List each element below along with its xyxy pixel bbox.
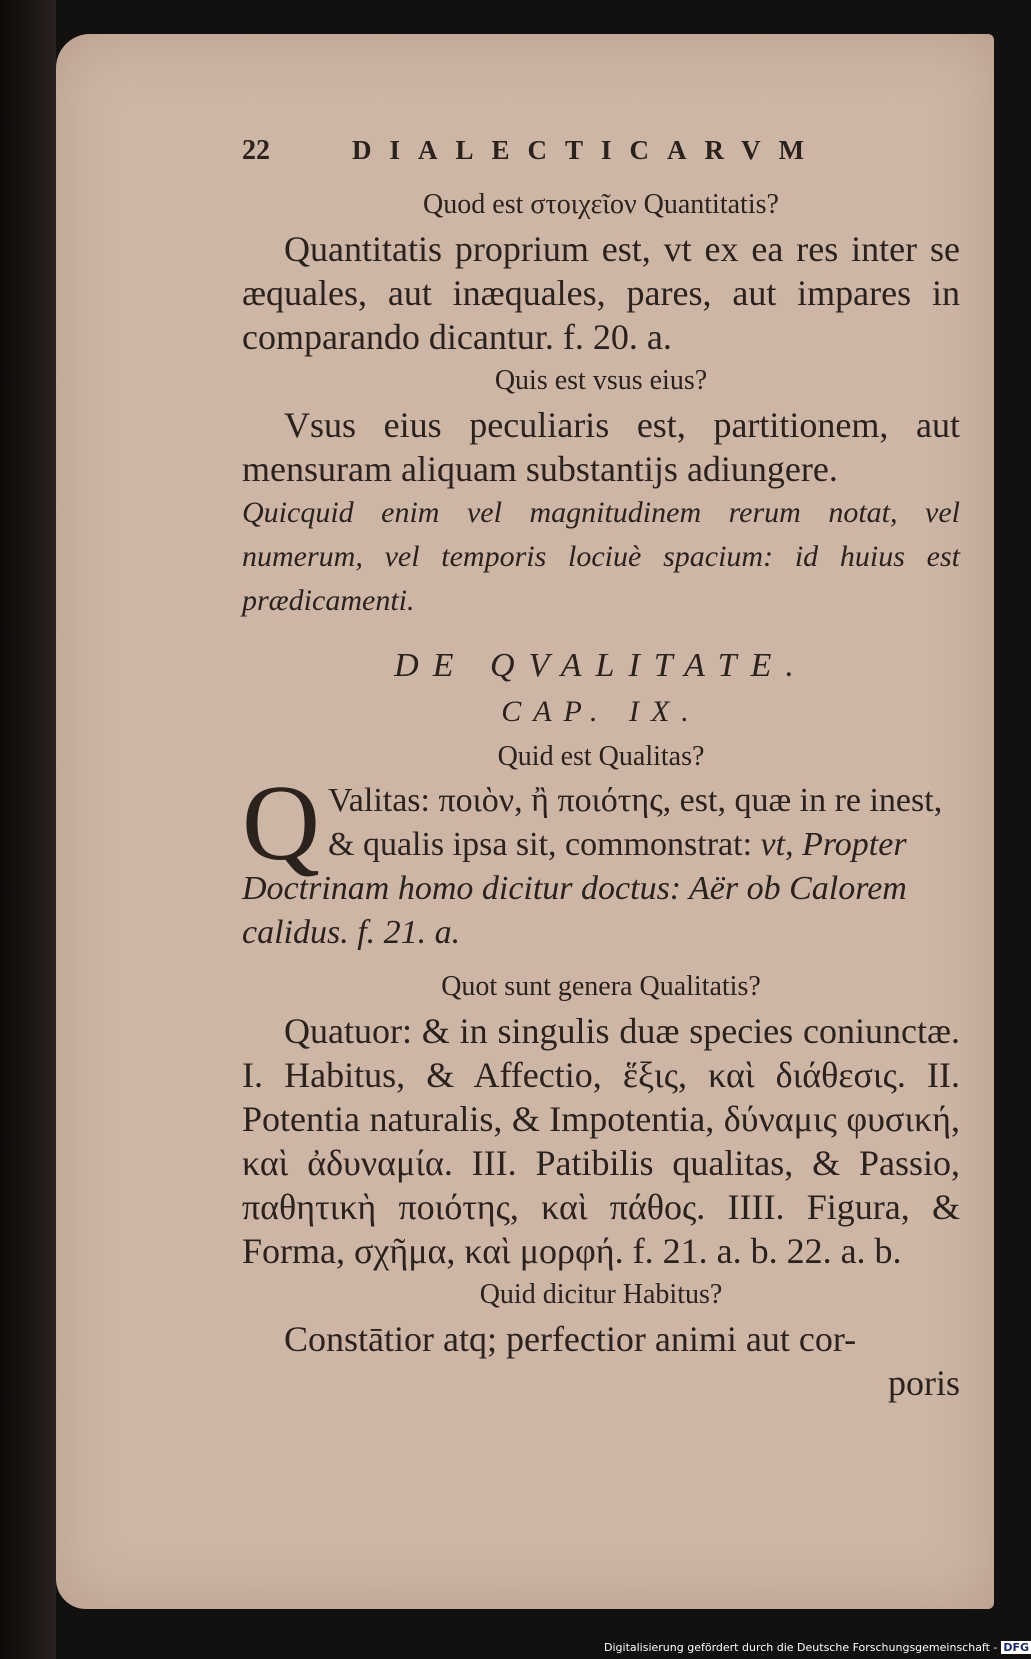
answer-5: Constātior atq; perfectior animi aut cor- (284, 1319, 857, 1359)
answer-3-text: Valitas: ποιὸν, ἢ ποιότης, est, quæ in re inest, & qualis ipsa sit, commonstrat: (328, 782, 943, 863)
answer-2-italic: Quicquid enim vel magnitudinem rerum notat, vel numerum, vel temporis lociuè spacium: id huius est prædicamenti. (242, 496, 960, 617)
question-3: Quid est Qualitas? (497, 741, 705, 772)
question-4: Quot sunt genera Qualitatis? (441, 971, 761, 1002)
question-1: Quod est στοιχεῖον Quantitatis? (423, 189, 779, 220)
chapter-number: CAP. IX. (501, 695, 701, 728)
question-5: Quid dicitur Habitus? (479, 1279, 723, 1310)
answer-2: Vsus eius peculiaris est, partitionem, aut mensuram aliquam substantijs adiungere. (242, 405, 960, 489)
answer-3 (242, 764, 960, 955)
page-header (242, 135, 960, 183)
footer-text: Digitalisierung gefördert durch die Deutsche Forschungsgemeinschaft - (604, 1641, 998, 1654)
chapter-heading: DE QVALITATE. (394, 647, 808, 684)
dfg-logo: DFG (1003, 1641, 1030, 1654)
page-number: 22 (242, 135, 270, 166)
catchword: poris (888, 1363, 960, 1403)
book-spine (0, 0, 56, 1659)
answer-1: Quantitatis proprium est, vt ex ea res inter se æquales, aut inæquales, pares, aut impares in comparando dicantur. f. 20. a. (242, 229, 960, 357)
page-text (242, 135, 960, 1405)
running-title: DIALECTICARVM (352, 135, 823, 165)
answer-3-italic: vt, Propter Doctrinam homo dicitur doctus: Aër ob Calorem calidus. f. 21. a. (242, 826, 907, 951)
question-2: Quis est vsus eius? (494, 365, 708, 396)
drop-cap: Q (242, 764, 320, 883)
digitization-footer (604, 1641, 1030, 1657)
answer-4: Quatuor: & in singulis duæ species coniunctæ. I. Habitus, & Affectio, ἕξις, καὶ διάθεσις. II. Potentia naturalis, & Impotentia, δύναμις φυσική, καὶ ἀδυναμία. III. Patibilis qualitas, & Passio, παθητικὴ ποιότης, καὶ πάθος. IIII. Figura, & Forma, σχῆμα, καὶ μορφή. f. 21. a. b. 22. a. b. (242, 1011, 960, 1271)
